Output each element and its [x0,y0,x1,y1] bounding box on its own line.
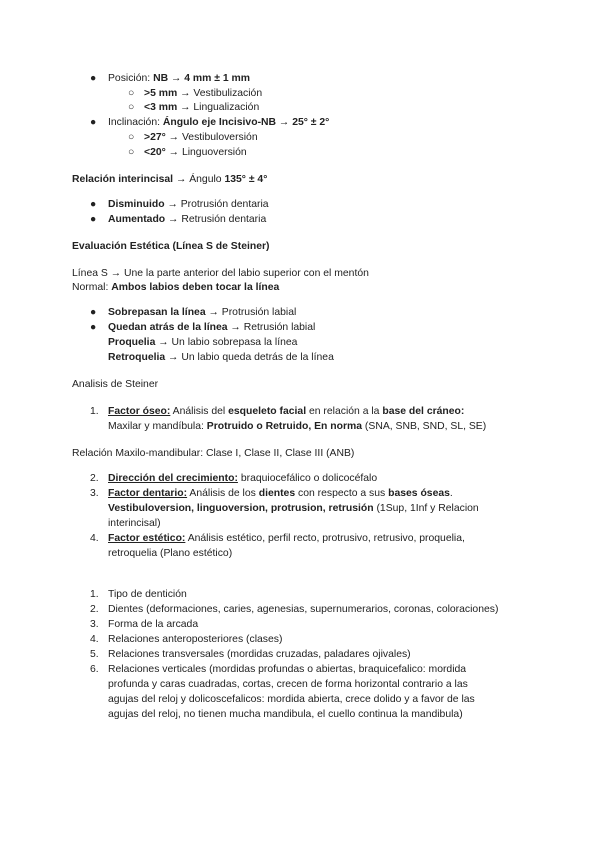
circle-bullet-icon: ○ [128,147,135,158]
analisis-title: Analisis de Steiner [72,379,159,390]
list-number: 4. [90,533,99,544]
retroquelia-def: Retroquelia → Un labio queda detrás de la línea [108,352,334,363]
bullet-icon: ● [90,307,97,318]
evaluacion-title: Evaluación Estética (Línea S de Steiner) [72,241,270,252]
posicion-line: Posición: NB → 4 mm ± 1 mm [108,73,250,84]
list-number: 2. [90,604,99,615]
interincisal-item-1: Disminuido → Protrusión dentaria [108,199,269,210]
linea-s-definition: Línea S → Une la parte anterior del labio superior con el mentón [72,268,369,279]
list-item: Relaciones transversales (mordidas cruzadas, paladares ojivales) [108,649,411,660]
normal-line: Normal: Ambos labios deben tocar la línea [72,282,280,293]
bullet-icon: ● [90,322,97,333]
list-item-continuation: profunda y caras cuadradas, cortas, crecen de forma horizontal contrario a las [108,679,468,690]
factor-dentario: Factor dentario: Análisis de los dientes con respecto a sus bases óseas. [108,488,453,499]
list-item-continuation: agujas del reloj y dolicoscefalicos: mordida abierta, crece dolido y a favor de las [108,694,475,705]
inclinacion-sub-1: >27° → Vestibuloversión [144,132,258,143]
interincisal-item-2: Aumentado → Retrusión dentaria [108,214,267,225]
list-number: 3. [90,488,99,499]
circle-bullet-icon: ○ [128,88,135,99]
list-number: 5. [90,649,99,660]
list-number: 6. [90,664,99,675]
bullet-icon: ● [90,199,97,210]
proquelia-def: Proquelia → Un labio sobrepasa la línea [108,337,298,348]
list-item: Forma de la arcada [108,619,199,630]
relacion-interincisal: Relación interincisal → Ángulo 135° ± 4° [72,174,268,185]
inclinacion-sub-2: <20° → Linguoversión [144,147,247,158]
list-number: 2. [90,473,99,484]
list-item: Tipo de dentición [108,589,187,600]
list-number: 1. [90,406,99,417]
factor-oseo-line2: Maxilar y mandíbula: Protruido o Retruido, En norma (SNA, SNB, SND, SL, SE) [108,421,487,432]
list-item: Dientes (deformaciones, caries, agenesias, supernumerarios, coronas, coloraciones) [108,604,499,615]
list-number: 1. [90,589,99,600]
circle-bullet-icon: ○ [128,102,135,113]
circle-bullet-icon: ○ [128,132,135,143]
direccion-crecimiento: Dirección del crecimiento: braquiocefálico o dolicocéfalo [108,473,378,484]
list-item: Relaciones anteroposteriores (clases) [108,634,283,645]
bullet-icon: ● [90,214,97,225]
relacion-maxilo-mandibular: Relación Maxilo-mandibular: Clase I, Clase II, Clase III (ANB) [72,448,355,459]
factor-oseo: Factor óseo: Análisis del esqueleto facial en relación a la base del cráneo: [108,406,465,417]
inclinacion-line: Inclinación: Ángulo eje Incisivo-NB → 25° ± 2° [108,117,330,128]
list-number: 3. [90,619,99,630]
list-number: 4. [90,634,99,645]
estetica-item-2: Quedan atrás de la línea → Retrusión labial [108,322,316,333]
estetica-item-1: Sobrepasan la línea → Protrusión labial [108,307,297,318]
bullet-icon: ● [90,117,97,128]
posicion-sub-2: <3 mm → Lingualización [144,102,260,113]
list-item-continuation: agujas del reloj, no tienen mucha mandibula, el cuello continua la mandibula) [108,709,463,720]
posicion-sub-1: >5 mm → Vestibulización [144,88,263,99]
factor-estetico-line2: retroquelia (Plano estético) [108,548,233,559]
bullet-icon: ● [90,73,97,84]
list-item: Relaciones verticales (mordidas profundas o abiertas, braquicefalico: mordida [108,664,467,675]
factor-dentario-line2: Vestibuloversion, linguoversion, protrusion, retrusión (1Sup, 1Inf y Relacion [108,503,479,514]
factor-dentario-line3: interincisal) [108,518,161,529]
factor-estetico: Factor estético: Análisis estético, perfil recto, protrusivo, retrusivo, proquelia, [108,533,465,544]
